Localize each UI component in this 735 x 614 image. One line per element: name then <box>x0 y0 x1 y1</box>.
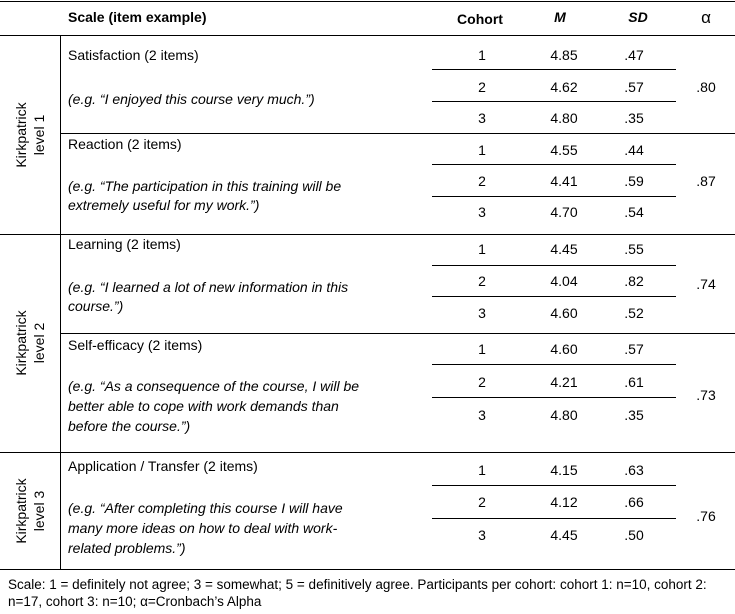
scale-name: Application / Transfer (2 items) <box>68 458 258 474</box>
scale-example: course.”) <box>68 298 124 314</box>
cell-sd: .82 <box>624 273 644 289</box>
cell-sd: .52 <box>624 305 644 321</box>
cell-sd: .50 <box>624 527 644 543</box>
cell-cohort: 1 <box>478 341 486 357</box>
scale-divider <box>60 133 735 134</box>
cell-cohort: 3 <box>478 527 486 543</box>
scale-name: Self-efficacy (2 items) <box>68 337 203 353</box>
cell-mean: 4.85 <box>550 47 578 63</box>
cell-sd: .61 <box>624 374 644 390</box>
cell-alpha: .87 <box>696 173 716 189</box>
scale-example: before the course.”) <box>68 418 191 434</box>
cell-mean: 4.15 <box>550 462 578 478</box>
bottom-rule <box>0 569 735 570</box>
scale-example: (e.g. “After completing this course I will have <box>68 500 343 516</box>
cell-alpha: .74 <box>696 276 716 292</box>
cell-sd: .63 <box>624 462 644 478</box>
cohort-row-rule <box>432 485 676 486</box>
cell-mean: 4.45 <box>550 241 578 257</box>
scale-divider <box>60 333 735 334</box>
cell-cohort: 2 <box>478 494 486 510</box>
cell-cohort: 2 <box>478 173 486 189</box>
cell-sd: .59 <box>624 173 644 189</box>
scale-example: extremely useful for my work.”) <box>68 197 260 213</box>
cohort-row-rule <box>432 265 676 266</box>
scale-example: (e.g. “I enjoyed this course very much.”) <box>68 91 315 107</box>
cell-sd: .57 <box>624 79 644 95</box>
top-rule <box>0 1 735 2</box>
cell-sd: .44 <box>624 142 644 158</box>
cell-mean: 4.60 <box>550 341 578 357</box>
cell-mean: 4.04 <box>550 273 578 289</box>
cohort-row-rule <box>432 364 676 365</box>
level-2-label <box>0 234 60 452</box>
cell-cohort: 2 <box>478 273 486 289</box>
level-2-line-1: Kirkpatrick <box>13 310 29 376</box>
cell-alpha: .80 <box>696 79 716 95</box>
level-divider <box>0 234 735 235</box>
header-cohort: Cohort <box>457 11 503 27</box>
cell-cohort: 2 <box>478 79 486 95</box>
cohort-row-rule <box>432 397 676 398</box>
scale-example: (e.g. “I learned a lot of new information in this <box>68 279 349 295</box>
level-divider <box>0 452 735 453</box>
level-1-line-2: level 1 <box>31 114 47 155</box>
cell-mean: 4.80 <box>550 407 578 423</box>
header-sd: SD <box>628 9 648 25</box>
level-2-line-2: level 2 <box>31 322 47 364</box>
cell-sd: .47 <box>624 47 644 63</box>
cell-mean: 4.80 <box>550 110 578 126</box>
cohort-row-rule <box>432 296 676 297</box>
cell-sd: .35 <box>624 407 644 423</box>
scale-name: Reaction (2 items) <box>68 136 182 152</box>
header-rule <box>0 35 735 36</box>
cell-cohort: 1 <box>478 47 486 63</box>
level-1-line-1: Kirkpatrick <box>13 101 29 168</box>
level-3-label <box>0 452 60 569</box>
cohort-row-rule <box>432 101 676 102</box>
cohort-row-rule <box>432 518 676 519</box>
cell-mean: 4.70 <box>550 204 578 220</box>
cell-sd: .66 <box>624 494 644 510</box>
header-scale: Scale (item example) <box>68 9 207 25</box>
cell-mean: 4.62 <box>550 79 578 95</box>
level-3-line-2: level 3 <box>31 490 47 531</box>
level-column-rule <box>60 35 61 569</box>
cell-cohort: 3 <box>478 407 486 423</box>
cohort-row-rule <box>432 69 676 70</box>
cell-alpha: .76 <box>696 508 716 524</box>
scale-example: (e.g. “As a consequence of the course, I will be <box>68 378 360 394</box>
level-1-label <box>0 35 60 234</box>
cell-cohort: 1 <box>478 142 486 158</box>
cell-mean: 4.12 <box>550 494 578 510</box>
scale-example: many more ideas on how to deal with work- <box>68 520 338 536</box>
scale-name: Learning (2 items) <box>68 236 181 252</box>
cell-cohort: 3 <box>478 110 486 126</box>
cell-alpha: .73 <box>696 387 716 403</box>
table-footnote: Scale: 1 = definitely not agree; 3 = somewhat; 5 = definitively agree. Participants per cohort: cohort 1: n=10, cohort 2: n=17, cohort 3: n=10; α=Cronbach’s Alpha <box>8 577 707 609</box>
cell-mean: 4.21 <box>550 374 578 390</box>
scale-example: better able to cope with work demands than <box>68 398 339 414</box>
cell-sd: .57 <box>624 341 644 357</box>
cell-cohort: 3 <box>478 305 486 321</box>
cell-cohort: 1 <box>478 241 486 257</box>
cell-sd: .35 <box>624 110 644 126</box>
cell-cohort: 1 <box>478 462 486 478</box>
header-mean: M <box>554 9 566 25</box>
cell-mean: 4.41 <box>550 173 578 189</box>
cell-mean: 4.45 <box>550 527 578 543</box>
cell-cohort: 2 <box>478 374 486 390</box>
header-alpha: α <box>701 8 711 27</box>
scale-example: related problems.”) <box>68 540 186 556</box>
cell-mean: 4.55 <box>550 142 578 158</box>
cell-cohort: 3 <box>478 204 486 220</box>
scale-example: (e.g. “The participation in this training will be <box>68 178 342 194</box>
cell-sd: .55 <box>624 241 644 257</box>
scale-name: Satisfaction (2 items) <box>68 47 199 63</box>
cell-sd: .54 <box>624 204 644 220</box>
cohort-row-rule <box>432 196 676 197</box>
level-3-line-1: Kirkpatrick <box>13 477 29 544</box>
cohort-row-rule <box>432 164 676 165</box>
cell-mean: 4.60 <box>550 305 578 321</box>
